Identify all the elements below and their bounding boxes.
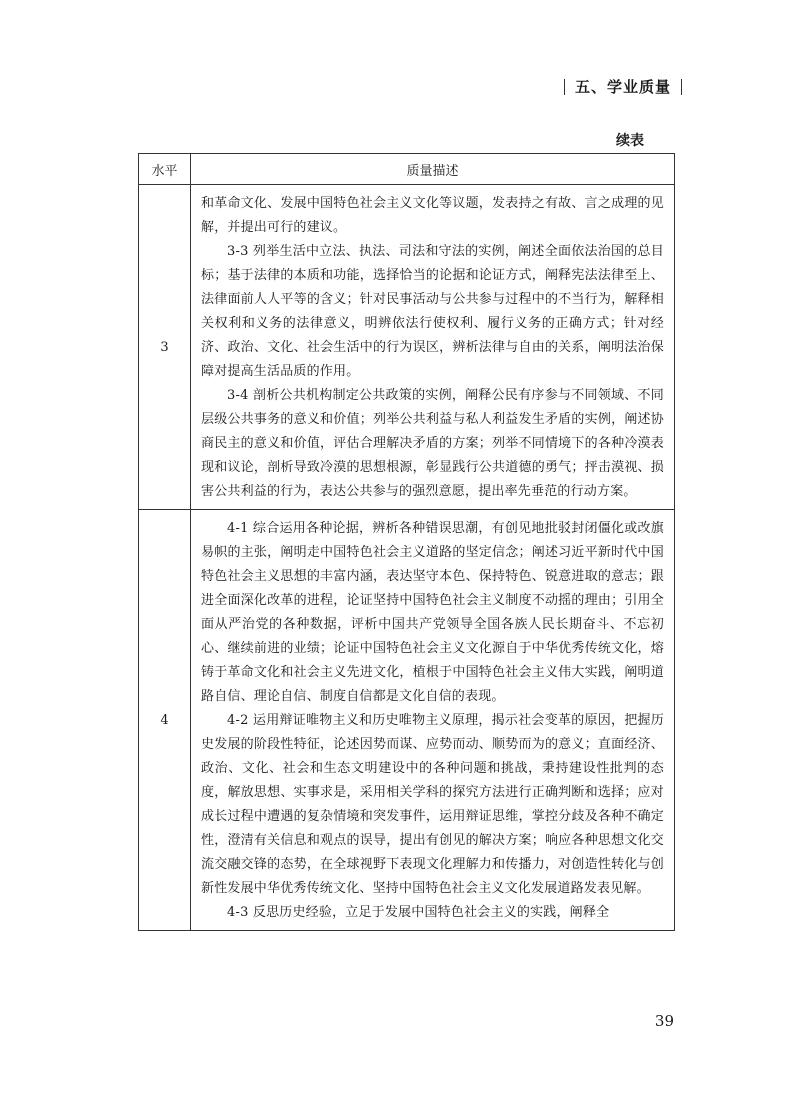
header-divider-left	[564, 79, 565, 95]
table-caption: 续表	[616, 133, 644, 149]
header-level: 水平	[139, 154, 191, 185]
description-paragraph: 3-3 列举生活中立法、执法、司法和守法的实例，阐述全面依法治国的总目标；基于法律的本质和功能，选择恰当的论据和论证方式，阐释宪法法律至上、法律面前人人平等的含义；针对民事活动与公共参与过程中的不当行为，解释相关权利和义务的法律意义，明辨依法行使权利、履行义务的正确方式；针对经济、政治、文化、社会生活中的行为误区，辨析法律与自由的关系，阐明法治保障对提高生活品质的作用。	[201, 244, 664, 379]
description-paragraph: 3-4 剖析公共机构制定公共政策的实例，阐释公民有序参与不同领域、不同层级公共事务的意义和价值；列举公共利益与私人利益发生矛盾的实例，阐述协商民主的意义和价值，评估合理解决矛盾的方案；列举不同情境下的各种冷漠表现和议论，剖析导致冷漠的思想根源，彰显践行公共道德的勇气；抨击漠视、损害公共利益的行为，表达公共参与的强烈意愿，提出率先垂范的行动方案。	[201, 388, 664, 499]
description-paragraph: 4-3 反思历史经验，立足于发展中国特色社会主义的实践，阐释全	[227, 905, 610, 920]
table-header-row	[139, 154, 675, 185]
header-description: 质量描述	[191, 154, 675, 185]
description-cell	[191, 510, 675, 931]
page-number: 39	[654, 1012, 674, 1030]
level-cell: 4	[139, 510, 191, 931]
description-paragraph: 4-2 运用辩证唯物主义和历史唯物主义原理，揭示社会变革的原因，把握历史发展的阶段性特征，论述因势而谋、应势而动、顺势而为的意义；直面经济、政治、文化、社会和生态文明建设中的各种问题和挑战，秉持建设性批判的态度，解放思想、实事求是，采用相关学科的探究方法进行正确判断和选择；应对成长过程中遭遇的复杂情境和突发事件，运用辩证思维，掌控分歧及各种不确定性，澄清有关信息和观点的误导，提出有创见的解决方案；响应各种思想文化交流交融交锋的态势，在全球视野下表现文化理解力和传播力，对创造性转化与创新性发展中华优秀传统文化、坚持中国特色社会主义文化发展道路发表见解。	[201, 713, 664, 896]
quality-table	[138, 153, 675, 931]
header-divider-right	[681, 79, 682, 95]
description-paragraph: 4-1 综合运用各种论据，辨析各种错误思潮，有创见地批驳封闭僵化或改旗易帜的主张，阐明走中国特色社会主义道路的坚定信念；阐述习近平新时代中国特色社会主义思想的丰富内涵，表达坚守本色、保持特色、锐意进取的意志；跟进全面深化改革的进程，论证坚持中国特色社会主义制度不动摇的理由；引用全面从严治党的各种数据，评析中国共产党领导全国各族人民长期奋斗、不忘初心、继续前进的业绩；论证中国特色社会主义文化源自于中华优秀传统文化，熔铸于革命文化和社会主义先进文化，植根于中国特色社会主义伟大实践，阐明道路自信、理论自信、制度自信都是文化自信的表现。	[201, 521, 664, 704]
table-row	[139, 510, 675, 931]
table-row	[139, 185, 675, 510]
section-title: 五、学业质量	[574, 78, 671, 96]
description-paragraph: 和革命文化、发展中国特色社会主义文化等议题，发表持之有故、言之成理的见解，并提出可行的建议。	[201, 196, 664, 235]
running-header	[564, 76, 682, 97]
level-cell: 3	[139, 185, 191, 510]
description-cell	[191, 185, 675, 510]
